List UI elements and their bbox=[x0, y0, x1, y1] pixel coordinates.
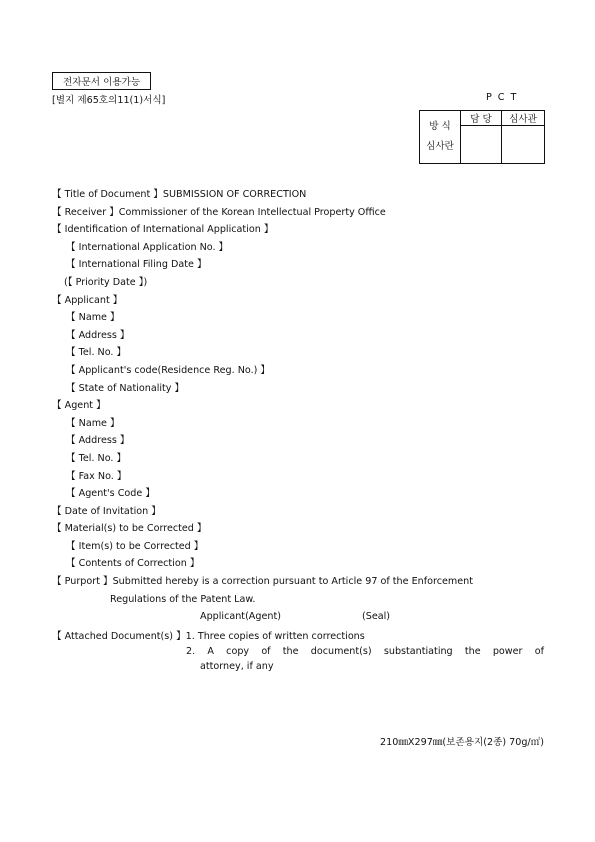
paper-spec: 210㎜X297㎜(보존용지(2종) 70g/㎡) bbox=[380, 737, 544, 748]
review-col-clerk: 담 당 bbox=[461, 111, 502, 126]
attached-item-2-line-1: 2. A copy of the document(s) substantiating the power of bbox=[186, 646, 544, 657]
agent-tel-field[interactable]: 【 Tel. No. 】 bbox=[66, 452, 127, 464]
attached-item-2 bbox=[186, 646, 544, 672]
electronic-use-label: 전자문서 이용가능 bbox=[52, 72, 151, 90]
identification-heading: 【 Identification of International Application 】 bbox=[52, 224, 274, 236]
signature-line bbox=[200, 611, 390, 622]
purport-line-1: 【 Purport 】Submitted hereby is a correction pursuant to Article 97 of the Enforcement bbox=[52, 576, 473, 588]
applicant-name-field[interactable]: 【 Name 】 bbox=[66, 312, 120, 324]
review-col-examiner: 심사관 bbox=[502, 111, 545, 126]
review-table bbox=[419, 110, 545, 164]
contents-correction-field[interactable]: 【 Contents of Correction 】 bbox=[66, 558, 200, 570]
signer-label: Applicant(Agent) bbox=[200, 611, 281, 622]
intl-app-no-field[interactable]: 【 International Application No. 】 bbox=[66, 241, 229, 253]
applicant-address-field[interactable]: 【 Address 】 bbox=[66, 329, 130, 341]
review-row-label: 방 식 심사란 bbox=[420, 111, 461, 164]
applicant-nationality-field[interactable]: 【 State of Nationality 】 bbox=[66, 382, 185, 394]
attached-item-2-line-2: attorney, if any bbox=[200, 661, 274, 672]
agent-name-field[interactable]: 【 Name 】 bbox=[66, 417, 120, 429]
agent-fax-field[interactable]: 【 Fax No. 】 bbox=[66, 470, 127, 482]
applicant-tel-field[interactable]: 【 Tel. No. 】 bbox=[66, 347, 127, 359]
agent-heading: 【 Agent 】 bbox=[52, 400, 106, 412]
review-cell-clerk[interactable] bbox=[461, 126, 502, 164]
agent-code-field[interactable]: 【 Agent's Code 】 bbox=[66, 488, 155, 500]
seal-label: (Seal) bbox=[362, 611, 391, 622]
form-body bbox=[52, 186, 473, 608]
applicant-code-field[interactable]: 【 Applicant's code(Residence Reg. No.) 】 bbox=[66, 364, 271, 376]
date-of-invitation-field[interactable]: 【 Date of Invitation 】 bbox=[52, 505, 161, 517]
document-title: 【 Title of Document 】SUBMISSION OF CORRECTION bbox=[52, 189, 307, 200]
agent-address-field[interactable]: 【 Address 】 bbox=[66, 435, 130, 447]
items-corrected-field[interactable]: 【 Item(s) to be Corrected 】 bbox=[66, 540, 204, 552]
applicant-heading: 【 Applicant 】 bbox=[52, 294, 123, 306]
pct-label: PCT bbox=[486, 92, 523, 103]
purport-line-2: Regulations of the Patent Law. bbox=[110, 593, 256, 605]
materials-heading: 【 Material(s) to be Corrected 】 bbox=[52, 523, 207, 535]
review-cell-examiner[interactable] bbox=[502, 126, 545, 164]
receiver-field: 【 Receiver 】Commissioner of the Korean Intellectual Property Office bbox=[52, 206, 386, 218]
intl-filing-date-field[interactable]: 【 International Filing Date 】 bbox=[66, 259, 207, 271]
attached-line-1: 【 Attached Document(s) 】1. Three copies of written corrections bbox=[52, 631, 365, 642]
priority-date-field[interactable]: (【 Priority Date 】) bbox=[64, 276, 148, 288]
form-reference: [별지 제65호의11(1)서식] bbox=[52, 95, 166, 106]
